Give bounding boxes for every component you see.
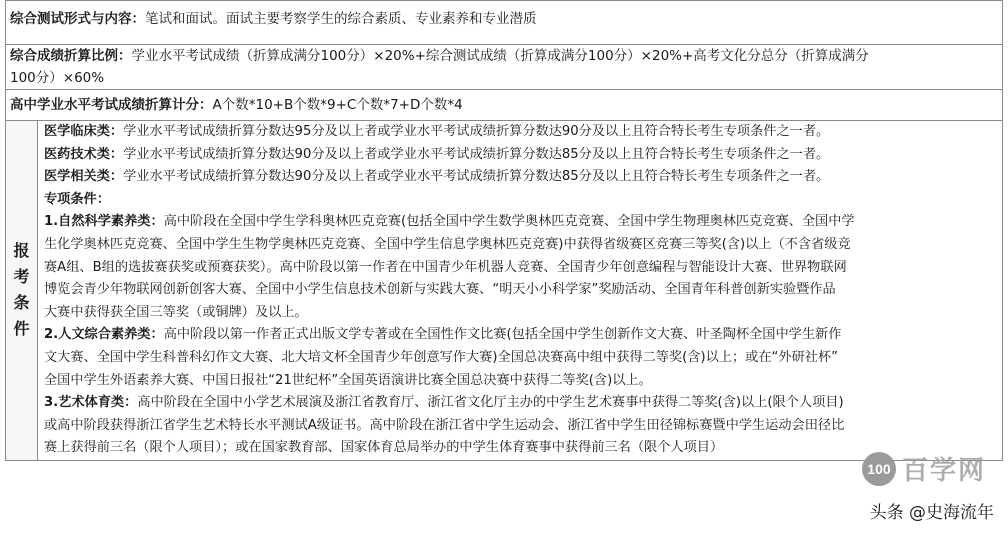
row-test-form [6,1,1003,45]
pharma-label: 医药技术类： [44,146,124,162]
related-line [44,166,996,189]
science-text: 高中阶段在全国中学生学科奥林匹克竞赛(包括全国中学生数学奥林匹克竞赛、全国中学生物理奥林匹克竞赛、全国中学 [163,214,855,230]
arts-label: 3.艺术体育类： [44,395,138,411]
science-text: 生化学奥林匹克竞赛、全国中学生生物学奥林匹克竞赛、全国中学生信息学奥林匹克竞赛)中获得省级赛区竞赛三等奖(含)以上（不含省级竞 [44,236,851,252]
humanities-label: 2.人文综合素养类： [44,327,164,343]
site-brand: 百学网 [901,456,986,486]
humanities-text: 文大赛、全国中学生科普科幻作文大赛、北大培文杯全国青少年创意写作大赛)全国总决赛高中组中获得二等奖(含)以上；或在“外研社杯” [44,349,838,365]
humanities-text: 高中阶段以第一作者正式出版文学专著或在全国性作文比赛(包括全国中学生创新作文大赛、叶圣陶杯全国中学生新作 [163,327,842,343]
side-char: 报 [13,241,30,261]
clinical-text: 学业水平考试成绩折算分数达95分及以上者或学业水平考试成绩折算分数达90分及以上且符合特长考生专项条件之一者。 [123,124,830,139]
conditions-cell [38,121,1003,461]
side-char: 条 [13,293,30,313]
level-calc-label: 高中学业水平考试成绩折算计分： [10,97,213,113]
clinical-label: 医学临床类： [44,124,124,139]
level-calc-cell [6,90,1003,121]
pharma-line [44,144,996,167]
conditions-side-label [6,238,37,342]
science-text: 大赛中获得获全国三等奖（或铜牌）及以上。 [44,304,308,320]
site-logo-icon: 100 [862,452,896,486]
test-form-cell [6,1,1003,45]
arts-text: 赛上获得前三名（限个人项目）；或在国家教育部、国家体育总局举办的中学生体育赛事中获得前三名（限个人项目） [44,440,724,456]
related-text: 学业水平考试成绩折算分数达90分及以上者或学业水平考试成绩折算分数达85分及以上且符合特长考生专项条件之一者。 [123,169,830,185]
score-ratio-line1: 学业水平考试成绩（折算成满分100分）×20%+综合测试成绩（折算成满分100分）×20%+高考文化分总分（折算成满分 [131,48,869,64]
science-text: 博览会青少年物联网创新创客大赛、全国中小学生信息技术创新与实践大赛、“明天小小科学家”奖励活动、全国青年科普创新实验暨作品 [44,282,836,298]
level-calc-text: A个数*10+B个数*9+C个数*7+D个数*4 [212,97,463,113]
admission-table [5,0,1003,461]
side-char: 件 [13,319,30,339]
row-score-ratio [6,45,1003,90]
row-conditions [6,121,1003,461]
humanities-text: 全国中学生外语素养大赛、中国日报社“21世纪杯”全国英语演讲比赛全国总决赛中获得二等奖(含)以上。 [44,372,652,388]
clinical-line [44,121,996,144]
science-line [44,211,996,234]
row-level-calc [6,90,1003,121]
science-text: 赛A组、B组的选拔赛获奖或预赛获奖）。高中阶段以第一作者在中国青少年机器人竞赛、全国青少年创意编程与智能设计大赛、世界物联网 [44,259,847,275]
special-heading: 专项条件： [44,191,110,207]
test-form-label: 综合测试形式与内容： [10,11,145,27]
score-ratio-label: 综合成绩折算比例： [10,48,132,64]
pharma-text: 学业水平考试成绩折算分数达90分及以上者或学业水平考试成绩折算分数达85分及以上且符合特长考生专项条件之一者。 [123,146,830,162]
related-label: 医学相关类： [44,169,124,185]
science-label: 1.自然科学素养类： [44,214,164,230]
arts-line [44,392,996,415]
arts-text: 高中阶段在全国中小学艺术展演及浙江省教育厅、浙江省文化厅主办的中学生艺术赛事中获得二等奖(含)以上(限个人项目) [137,395,844,411]
score-ratio-line2: 100分）×60% [10,70,105,86]
arts-text: 或高中阶段获得浙江省学生艺术特长水平测试A级证书。高中阶段在浙江省中学生运动会、浙江省中学生田径锦标赛暨中学生运动会田径比 [44,417,845,433]
conditions-side-cell [6,121,38,461]
author-watermark: 头条 @史海流年 [868,498,996,523]
score-ratio-cell [6,45,1003,90]
test-form-text: 笔试和面试。面试主要考察学生的综合素质、专业素养和专业潜质 [145,11,537,27]
humanities-line [44,324,996,347]
side-char: 考 [13,267,30,287]
